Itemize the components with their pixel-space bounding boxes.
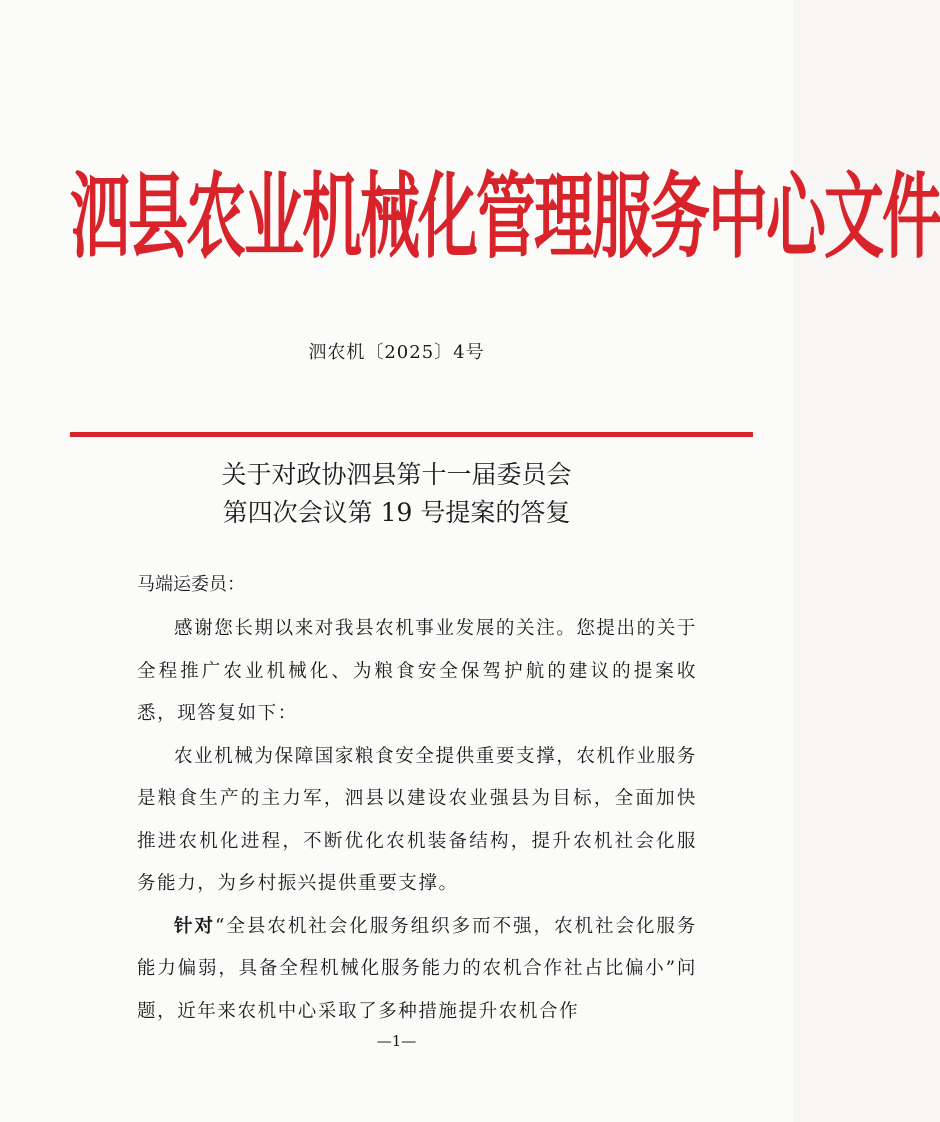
salutation: 马端运委员： [137, 574, 245, 595]
red-separator-line [70, 432, 753, 437]
document-number: 泗农机〔2025〕4号 [308, 342, 485, 363]
subject-line-1: 关于对政协泗县第十一届委员会 [221, 460, 572, 489]
body-paragraph-3 [137, 906, 697, 1034]
paragraph-3-text: “全县农机社会化服务组织多而不强，农机社会化服务能力偏弱，具备全程机械化服务能力的农机合作社占比偏小”问题，近年来农机中心采取了多种措施提升农机合作 [137, 915, 697, 1022]
document-subject [0, 456, 793, 532]
page-number: —1— [376, 1032, 417, 1050]
subject-line-2: 第四次会议第 19 号提案的答复 [222, 498, 571, 527]
document-header-title: 泗县农业机械化管理服务中心文件 [70, 163, 940, 273]
body-paragraph-2: 农业机械为保障国家粮食安全提供重要支撑，农机作业服务是粮食生产的主力军，泗县以建设农业强县为目标，全面加快推进农机化进程，不断优化农机装备结构，提升农机社会化服务能力，为乡村振兴提供重要支撑。 [137, 745, 697, 894]
paragraph-lead: 针对 [174, 915, 215, 937]
document-body [137, 608, 697, 1033]
body-paragraph-1: 感谢您长期以来对我县农机事业发展的关注。您提出的关于全程推广农业机械化、为粮食安全保驾护航的建议的提案收悉，现答复如下： [137, 618, 697, 724]
